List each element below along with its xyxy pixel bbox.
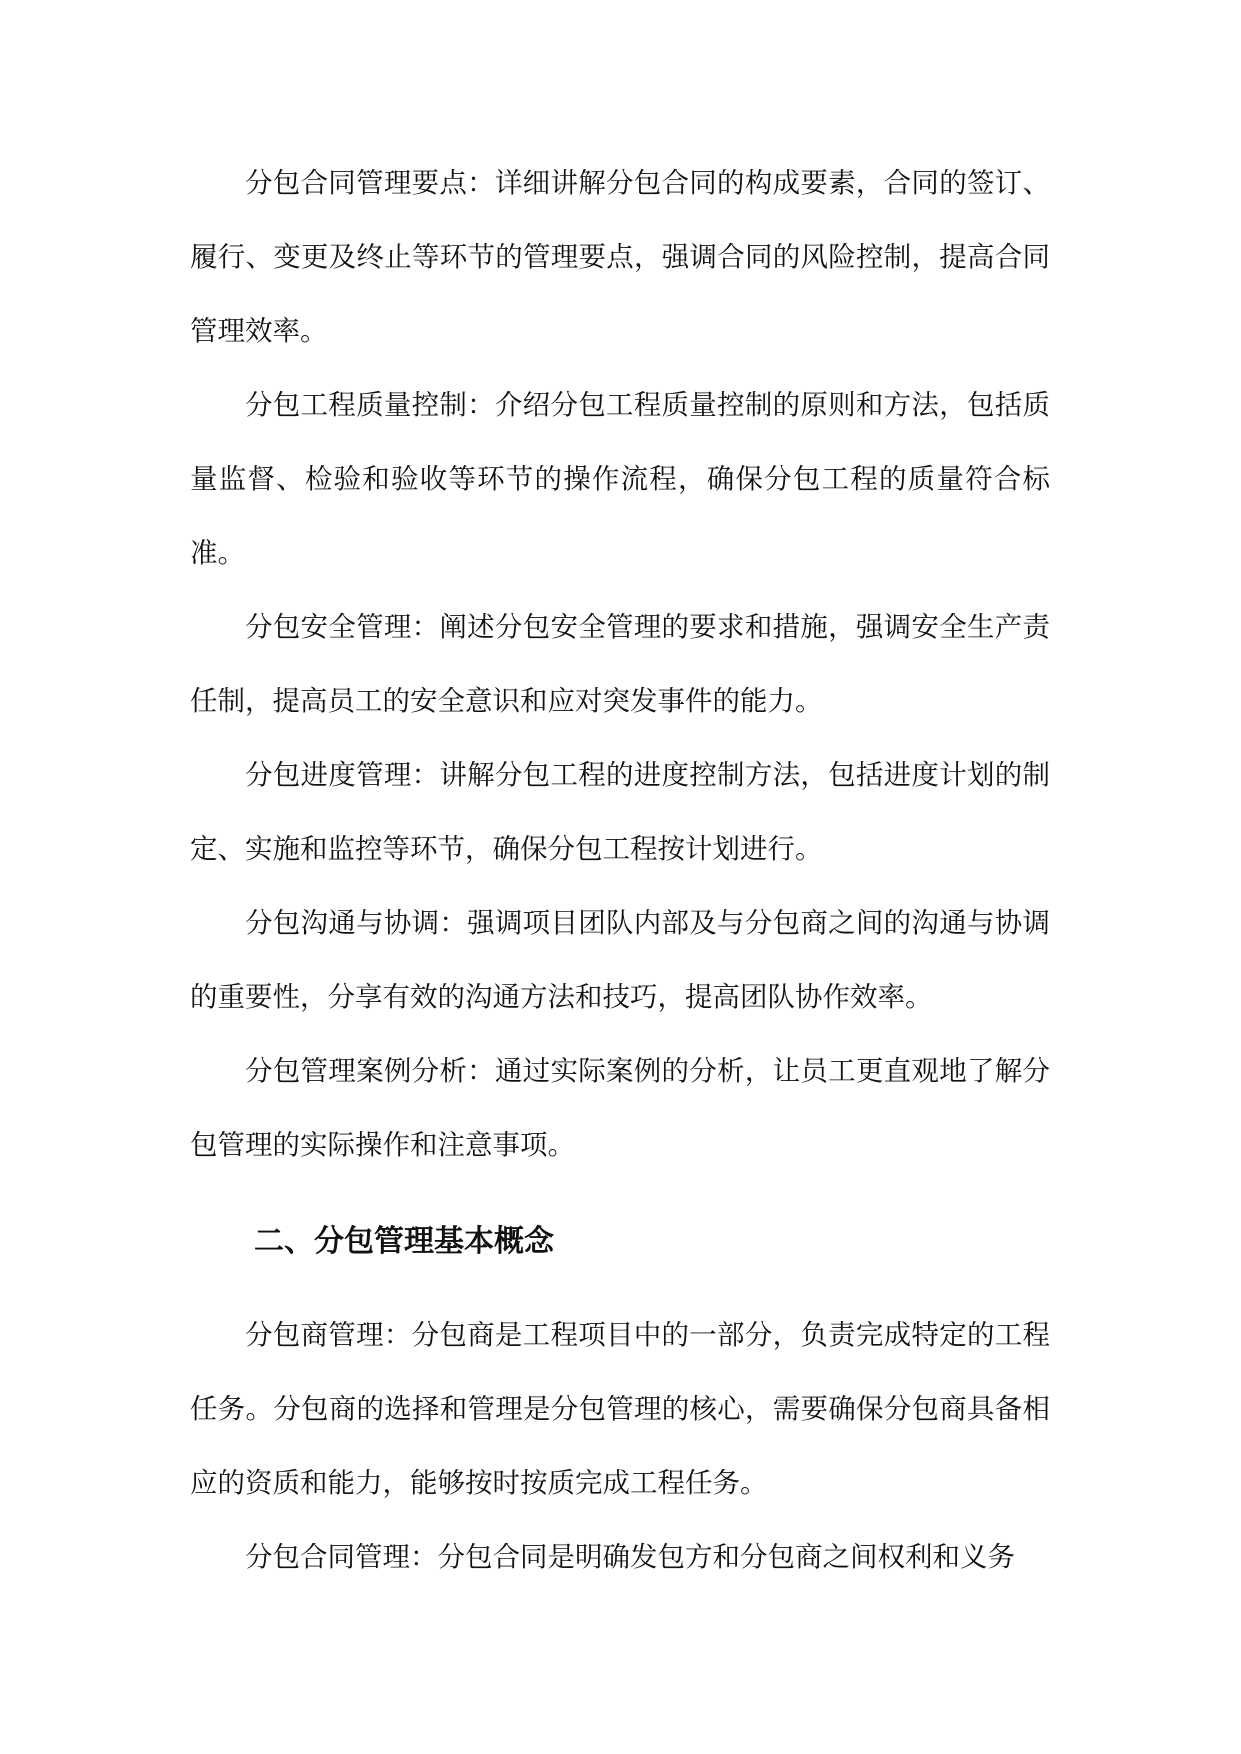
paragraph-communication-coordination: 分包沟通与协调：强调项目团队内部及与分包商之间的沟通与协调的重要性，分享有效的沟通方法和技巧，提高团队协作效率。 [190, 907, 1050, 1013]
document-body [190, 146, 1050, 1594]
paragraph-schedule-management: 分包进度管理：讲解分包工程的进度控制方法，包括进度计划的制定、实施和监控等环节，确保分包工程按计划进行。 [190, 759, 1050, 865]
section-heading: 二、分包管理基本概念 [254, 1224, 554, 1259]
paragraph-case-analysis: 分包管理案例分析：通过实际案例的分析，让员工更直观地了解分包管理的实际操作和注意事项。 [190, 1055, 1050, 1161]
paragraph-subcontractor-management: 分包商管理：分包商是工程项目中的一部分，负责完成特定的工程任务。分包商的选择和管理是分包管理的核心，需要确保分包商具备相应的资质和能力，能够按时按质完成工程任务。 [190, 1319, 1050, 1499]
paragraph-contract-management-points: 分包合同管理要点：详细讲解分包合同的构成要素，合同的签订、履行、变更及终止等环节的管理要点，强调合同的风险控制，提高合同管理效率。 [190, 167, 1050, 347]
paragraph-quality-control: 分包工程质量控制：介绍分包工程质量控制的原则和方法，包括质量监督、检验和验收等环节的操作流程，确保分包工程的质量符合标准。 [190, 389, 1050, 569]
paragraph-subcontract-contract: 分包合同管理：分包合同是明确发包方和分包商之间权利和义务 [245, 1541, 1015, 1573]
paragraph-safety-management: 分包安全管理：阐述分包安全管理的要求和措施，强调安全生产责任制，提高员工的安全意识和应对突发事件的能力。 [190, 611, 1050, 717]
